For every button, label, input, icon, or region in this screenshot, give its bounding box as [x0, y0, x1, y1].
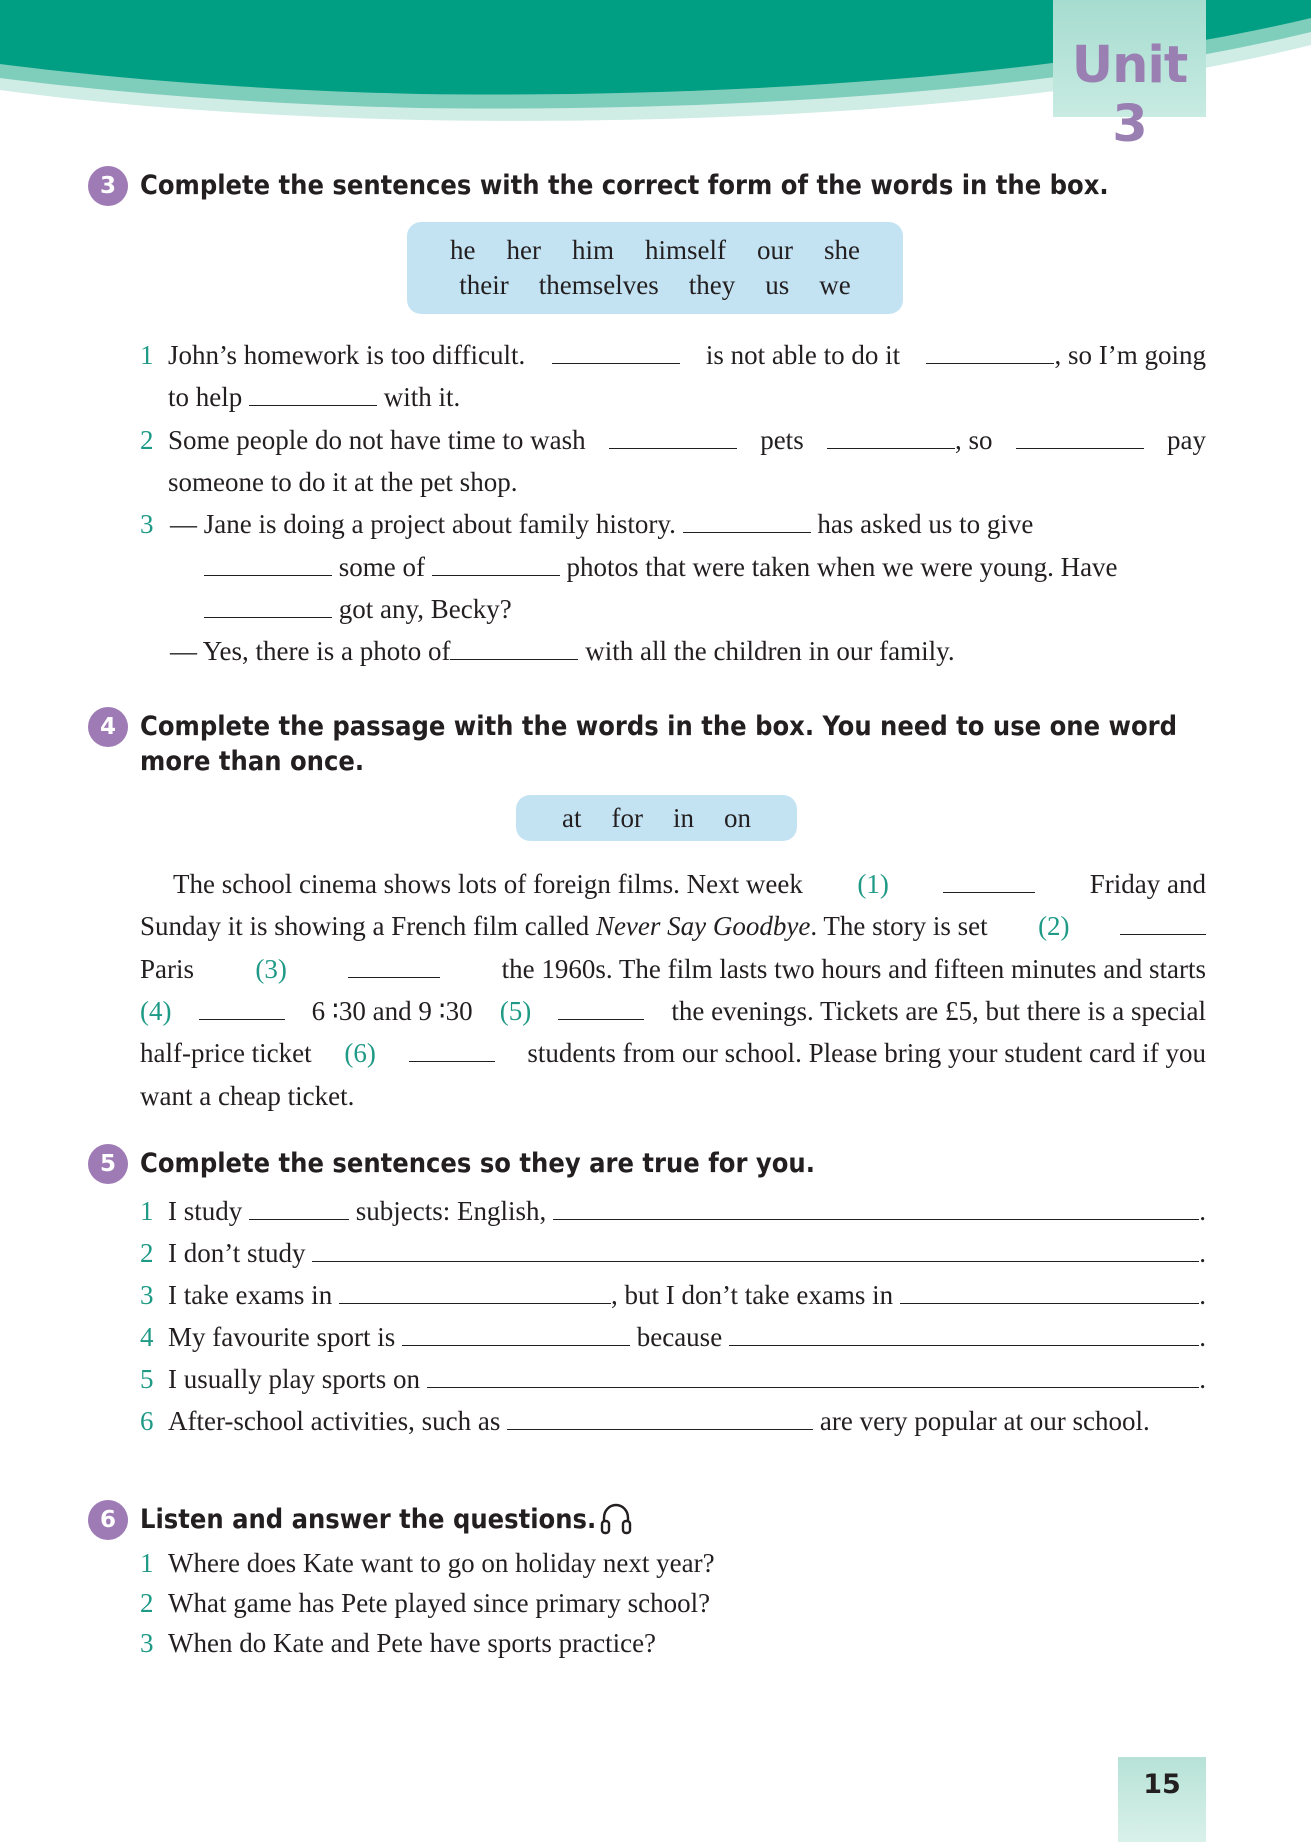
word-box-row — [407, 233, 903, 268]
box-word: at — [562, 803, 582, 833]
exercise-instruction: Complete the passage with the words in the box. You need to use one word — [140, 711, 1178, 742]
box-word: us — [765, 270, 790, 300]
exercise-number: 5 — [88, 1144, 128, 1184]
gap-marker: (6) — [344, 1038, 376, 1068]
answer-blank[interactable] — [204, 591, 332, 618]
word-box-row — [516, 795, 797, 841]
passage-line: Sunday it is showing a French film called Never Say Goodbye. The story is set (2) — [140, 905, 1206, 947]
dialogue-line: — Jane is doing a project about family history. has asked us to give — [170, 503, 1033, 545]
exercise-instruction: more than once. — [140, 746, 365, 777]
box-word: her — [506, 235, 541, 265]
answer-blank[interactable] — [900, 1277, 1199, 1304]
box-word: he — [450, 235, 476, 265]
answer-blank[interactable] — [943, 866, 1035, 893]
gap-marker: (2) — [1038, 911, 1070, 941]
box-word: in — [672, 803, 694, 833]
question-text: Where does Kate want to go on holiday next year? — [168, 1548, 715, 1578]
box-word: him — [571, 235, 614, 265]
sentence-line: I don’t study . — [168, 1232, 1206, 1274]
answer-blank[interactable] — [507, 1403, 813, 1430]
dialogue-line: — Yes, there is a photo of with all the children in our family. — [170, 630, 955, 672]
gap-marker: (1) — [857, 869, 889, 899]
item-number: 1 — [140, 1548, 154, 1578]
exercise-instruction: Complete the sentences so they are true for you. — [140, 1148, 815, 1179]
sentence-line: I study subjects: English, . — [168, 1190, 1206, 1232]
item-number: 1 — [140, 1196, 154, 1226]
item-number: 5 — [140, 1364, 154, 1394]
page-number: 15 — [1118, 1757, 1206, 1842]
item-number: 2 — [140, 1588, 154, 1618]
item-number: 4 — [140, 1322, 154, 1352]
box-word: she — [823, 235, 860, 265]
answer-blank[interactable] — [552, 337, 680, 364]
answer-blank[interactable] — [249, 1193, 349, 1220]
gap-marker: (5) — [499, 996, 532, 1026]
sentence-line: John’s homework is too difficult. is not able to do it , so I’m going — [168, 334, 1206, 376]
item-number: 2 — [140, 425, 154, 455]
answer-blank[interactable] — [402, 1319, 630, 1346]
gap-marker: (4) — [140, 996, 172, 1026]
answer-blank[interactable] — [204, 549, 332, 576]
passage-line: half-price ticket (6) students from our school. Please bring your student card if you — [140, 1032, 1206, 1074]
box-word: himself — [644, 235, 726, 265]
passage-line: want a cheap ticket. — [140, 1081, 355, 1111]
headphones-icon[interactable] — [600, 1502, 632, 1536]
passage-line: Paris (3) the 1960s. The film lasts two hours and fifteen minutes and starts — [140, 948, 1206, 990]
answer-blank[interactable] — [553, 1193, 1199, 1220]
answer-blank[interactable] — [609, 422, 737, 449]
item-number: 3 — [140, 509, 154, 539]
item-number: 6 — [140, 1406, 154, 1436]
answer-blank[interactable] — [729, 1319, 1199, 1346]
exercise-instruction: Complete the sentences with the correct form of the words in the box. — [140, 170, 1109, 201]
passage-line: (4) 6 ∶30 and 9 ∶30 (5) the evenings. Tickets are £5, but there is a special — [140, 990, 1206, 1032]
box-word: we — [819, 270, 851, 300]
sentence-line: someone to do it at the pet shop. — [168, 467, 518, 497]
box-word: themselves — [538, 270, 659, 300]
box-word: their — [459, 270, 509, 300]
answer-blank[interactable] — [827, 422, 955, 449]
answer-blank[interactable] — [312, 1235, 1199, 1262]
unit-title: Unit 3 — [1071, 36, 1188, 154]
word-box — [516, 795, 797, 841]
sentence-line: to help with it. — [168, 376, 460, 418]
sentence-line: My favourite sport is because . — [168, 1316, 1206, 1358]
answer-blank[interactable] — [450, 633, 578, 660]
exercise-number: 4 — [88, 707, 128, 747]
exercise-instruction: Listen and answer the questions. — [140, 1504, 597, 1535]
box-word: they — [688, 270, 736, 300]
item-number: 2 — [140, 1238, 154, 1268]
sentence-line: I take exams in , but I don’t take exams in . — [168, 1274, 1206, 1316]
word-box-row — [407, 268, 903, 303]
answer-blank[interactable] — [1120, 908, 1206, 935]
sentence-line: I usually play sports on . — [168, 1358, 1206, 1400]
item-number: 3 — [140, 1628, 154, 1658]
box-word: our — [756, 235, 793, 265]
question-text: When do Kate and Pete have sports practice? — [168, 1628, 657, 1658]
dialogue-line: got any, Becky? — [204, 588, 512, 630]
answer-blank[interactable] — [558, 993, 644, 1020]
answer-blank[interactable] — [339, 1277, 611, 1304]
box-word: on — [724, 803, 751, 833]
answer-blank[interactable] — [683, 506, 811, 533]
answer-blank[interactable] — [199, 993, 285, 1020]
word-box — [407, 222, 903, 314]
answer-blank[interactable] — [249, 379, 377, 406]
dialogue-line: some of photos that were taken when we were young. Have — [204, 546, 1118, 588]
exercise-number: 3 — [88, 166, 128, 206]
answer-blank[interactable] — [427, 1361, 1200, 1388]
question-text: What game has Pete played since primary school? — [168, 1588, 711, 1618]
item-number: 1 — [140, 340, 154, 370]
exercise-number: 6 — [88, 1500, 128, 1540]
box-word: for — [611, 803, 643, 833]
sentence-line: Some people do not have time to wash pets , so pay — [168, 419, 1206, 461]
answer-blank[interactable] — [348, 951, 440, 978]
item-number: 3 — [140, 1280, 154, 1310]
answer-blank[interactable] — [432, 549, 560, 576]
passage-line: The school cinema shows lots of foreign films. Next week (1) Friday and — [173, 863, 1206, 905]
answer-blank[interactable] — [409, 1035, 495, 1062]
answer-blank[interactable] — [1016, 422, 1144, 449]
gap-marker: (3) — [255, 954, 287, 984]
answer-blank[interactable] — [926, 337, 1054, 364]
sentence-line: After-school activities, such as are very popular at our school. — [168, 1400, 1206, 1442]
